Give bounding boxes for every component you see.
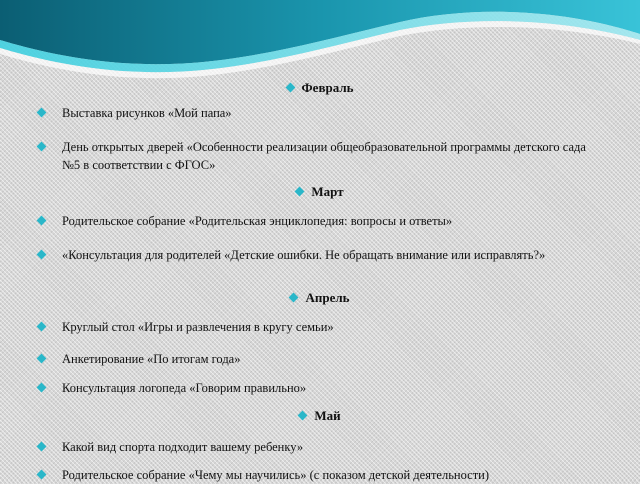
list-item: «Консультация для родителей «Детские ошибки. Не обращать внимание или исправлять?» (38, 246, 598, 264)
month-heading-april: Апрель (0, 290, 640, 306)
month-heading-march: Март (0, 184, 640, 200)
diamond-bullet-icon (289, 293, 299, 303)
diamond-bullet-icon (298, 411, 308, 421)
month-heading-february: Февраль (0, 80, 640, 96)
list-item: Анкетирование «По итогам года» (38, 350, 598, 368)
list-item: Родительское собрание «Чему мы научились» (с показом детской деятельности) (38, 466, 598, 484)
list-item: Выставка рисунков «Мой папа» (38, 104, 598, 122)
diamond-bullet-icon (295, 187, 305, 197)
list-item: Какой вид спорта подходит вашему ребенку» (38, 438, 598, 456)
list-item: Круглый стол «Игры и развлечения в кругу семьи» (38, 318, 598, 336)
list-item: Родительское собрание «Родительская энциклопедия: вопросы и ответы» (38, 212, 598, 230)
list-item: Консультация логопеда «Говорим правильно» (38, 379, 598, 397)
month-heading-may: Май (0, 408, 640, 424)
list-item: День открытых дверей «Особенности реализации общеобразовательной программы детского сада №5 в соответствии с ФГОС» (38, 138, 598, 174)
diamond-bullet-icon (285, 83, 295, 93)
